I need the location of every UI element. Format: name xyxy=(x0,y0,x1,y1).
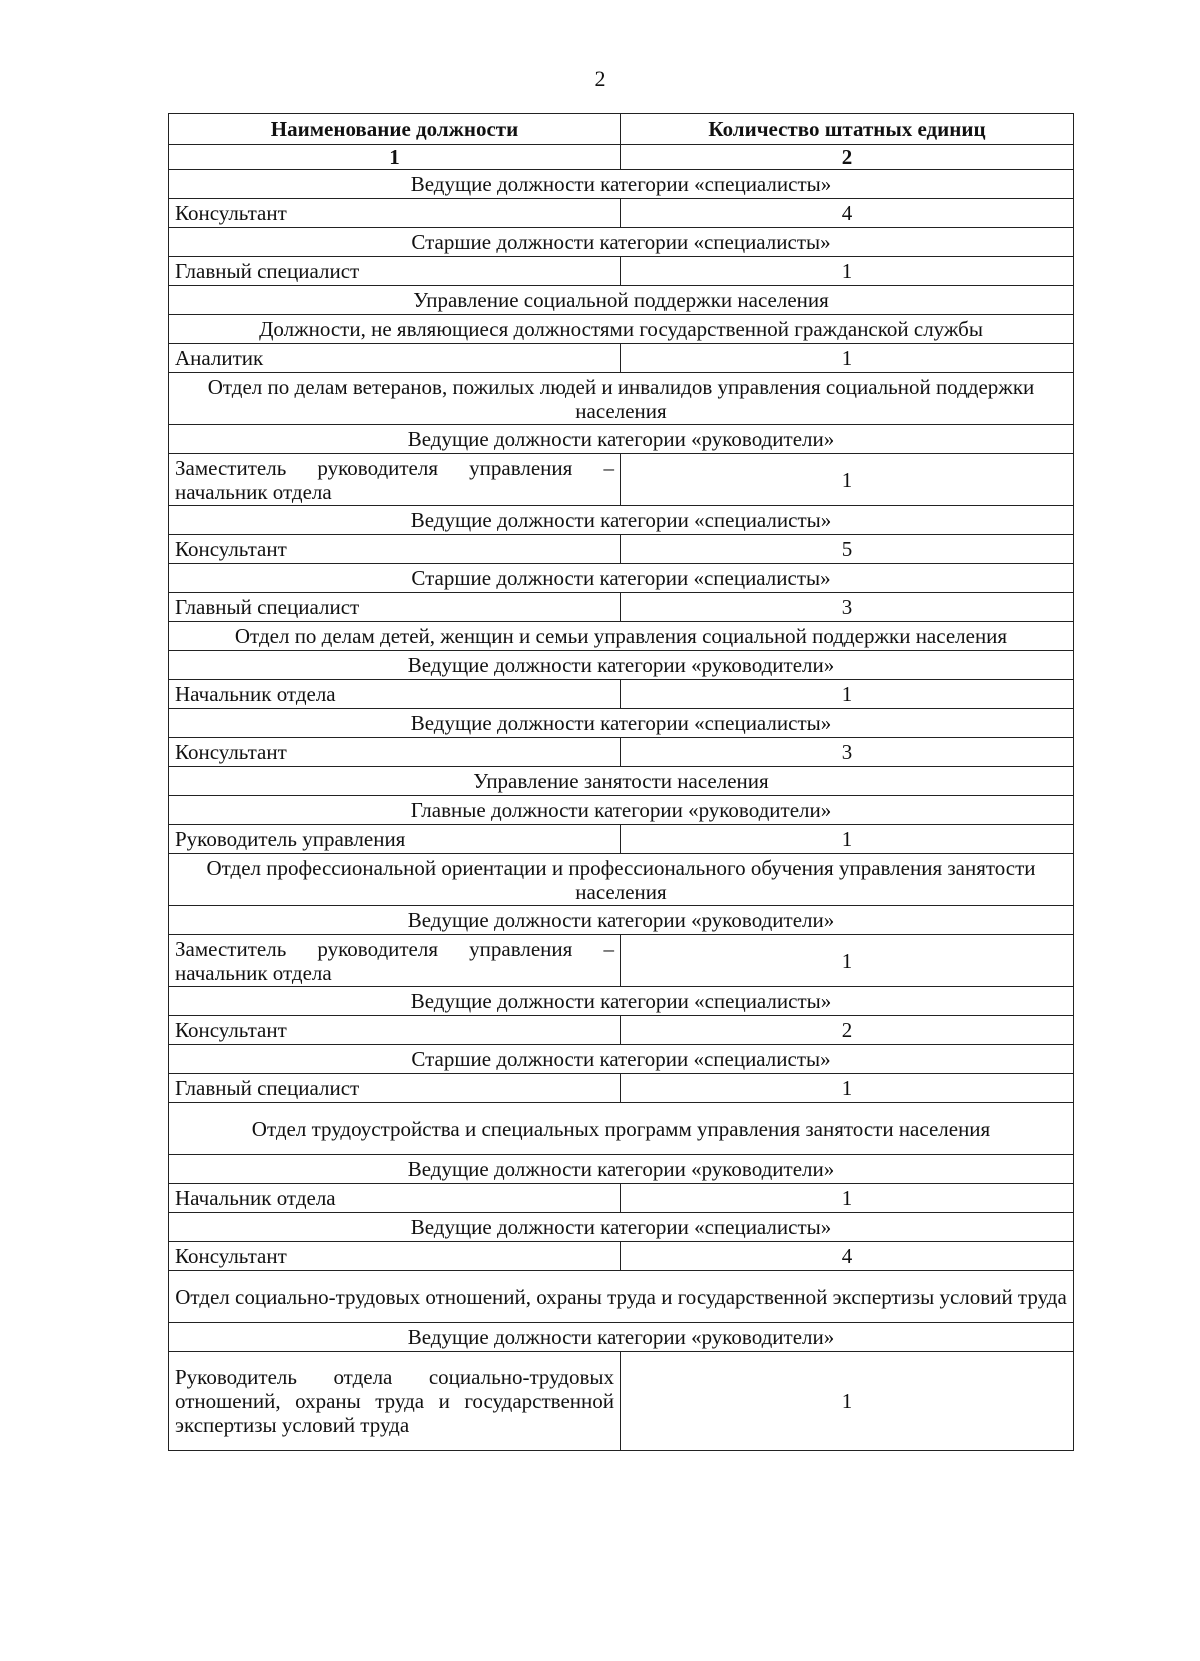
section-title: Отдел трудоустройства и специальных программ управления занятости населения xyxy=(169,1103,1074,1155)
column-number: 1 xyxy=(169,145,621,170)
column-number-row xyxy=(169,145,1074,170)
position-name: Руководитель управления xyxy=(169,825,621,854)
section-row xyxy=(169,1271,1074,1323)
table-row xyxy=(169,680,1074,709)
staff-count: 1 xyxy=(621,680,1074,709)
section-row xyxy=(169,564,1074,593)
table-row xyxy=(169,593,1074,622)
table-row xyxy=(169,1184,1074,1213)
table-row xyxy=(169,454,1074,506)
staff-count: 1 xyxy=(621,344,1074,373)
section-title: Ведущие должности категории «руководители» xyxy=(169,651,1074,680)
section-title: Отдел по делам ветеранов, пожилых людей и инвалидов управления социальной поддержки населения xyxy=(169,373,1074,425)
section-title: Главные должности категории «руководители» xyxy=(169,796,1074,825)
position-name: Консультант xyxy=(169,1242,621,1271)
header-staff-count: Количество штатных единиц xyxy=(621,114,1074,145)
section-title: Ведущие должности категории «руководители» xyxy=(169,1323,1074,1352)
section-row xyxy=(169,373,1074,425)
table-row xyxy=(169,1016,1074,1045)
section-row xyxy=(169,315,1074,344)
page-number: 2 xyxy=(594,66,606,91)
section-row xyxy=(169,425,1074,454)
section-row xyxy=(169,622,1074,651)
section-title: Ведущие должности категории «руководители» xyxy=(169,906,1074,935)
section-row xyxy=(169,767,1074,796)
position-name: Главный специалист xyxy=(169,1074,621,1103)
table-row xyxy=(169,738,1074,767)
section-row xyxy=(169,906,1074,935)
section-title: Старшие должности категории «специалисты» xyxy=(169,1045,1074,1074)
section-title: Отдел профессиональной ориентации и профессионального обучения управления занятости населения xyxy=(169,854,1074,906)
staff-count: 3 xyxy=(621,738,1074,767)
section-title: Отдел социально-трудовых отношений, охраны труда и государственной экспертизы условий труда xyxy=(169,1271,1074,1323)
staff-count: 2 xyxy=(621,1016,1074,1045)
table-row xyxy=(169,825,1074,854)
section-row xyxy=(169,228,1074,257)
position-name: Начальник отдела xyxy=(169,1184,621,1213)
table-row xyxy=(169,1242,1074,1271)
position-name: Главный специалист xyxy=(169,257,621,286)
section-title: Отдел по делам детей, женщин и семьи управления социальной поддержки населения xyxy=(169,622,1074,651)
table-row xyxy=(169,344,1074,373)
position-name: Консультант xyxy=(169,535,621,564)
section-row xyxy=(169,709,1074,738)
section-row xyxy=(169,1213,1074,1242)
staff-count: 1 xyxy=(621,825,1074,854)
section-row xyxy=(169,1103,1074,1155)
staffing-table xyxy=(168,113,1074,1451)
section-row xyxy=(169,506,1074,535)
section-row xyxy=(169,1045,1074,1074)
staff-count: 1 xyxy=(621,1074,1074,1103)
table-row xyxy=(169,935,1074,987)
section-row xyxy=(169,987,1074,1016)
section-row xyxy=(169,1155,1074,1184)
table-row xyxy=(169,1352,1074,1451)
position-name: Главный специалист xyxy=(169,593,621,622)
section-title: Старшие должности категории «специалисты» xyxy=(169,228,1074,257)
section-title: Ведущие должности категории «руководители» xyxy=(169,425,1074,454)
staff-count: 1 xyxy=(621,1352,1074,1451)
table-row xyxy=(169,535,1074,564)
section-row xyxy=(169,854,1074,906)
staff-count: 4 xyxy=(621,1242,1074,1271)
position-name: Аналитик xyxy=(169,344,621,373)
section-row xyxy=(169,651,1074,680)
table-row xyxy=(169,257,1074,286)
column-number: 2 xyxy=(621,145,1074,170)
position-name: Консультант xyxy=(169,1016,621,1045)
section-title: Ведущие должности категории «специалисты» xyxy=(169,987,1074,1016)
section-title: Ведущие должности категории «специалисты» xyxy=(169,709,1074,738)
section-title: Ведущие должности категории «специалисты» xyxy=(169,506,1074,535)
section-title: Ведущие должности категории «руководители» xyxy=(169,1155,1074,1184)
staff-count: 4 xyxy=(621,199,1074,228)
table-row xyxy=(169,1074,1074,1103)
section-title: Старшие должности категории «специалисты» xyxy=(169,564,1074,593)
position-name: Заместитель руководителя управления – начальник отдела xyxy=(169,454,621,506)
section-title: Ведущие должности категории «специалисты» xyxy=(169,170,1074,199)
section-row xyxy=(169,286,1074,315)
staff-count: 1 xyxy=(621,935,1074,987)
header-position-name: Наименование должности xyxy=(169,114,621,145)
section-title: Управление социальной поддержки населения xyxy=(169,286,1074,315)
section-title: Должности, не являющиеся должностями государственной гражданской службы xyxy=(169,315,1074,344)
section-row xyxy=(169,796,1074,825)
position-name: Консультант xyxy=(169,738,621,767)
position-name: Начальник отдела xyxy=(169,680,621,709)
staff-count: 3 xyxy=(621,593,1074,622)
staff-count: 1 xyxy=(621,454,1074,506)
position-name: Консультант xyxy=(169,199,621,228)
position-name: Руководитель отдела социально-трудовых отношений, охраны труда и государственной экспертизы условий труда xyxy=(169,1352,621,1451)
position-name: Заместитель руководителя управления – начальник отдела xyxy=(169,935,621,987)
staff-count: 1 xyxy=(621,257,1074,286)
staff-count: 5 xyxy=(621,535,1074,564)
table-header-row xyxy=(169,114,1074,145)
section-row xyxy=(169,170,1074,199)
staff-count: 1 xyxy=(621,1184,1074,1213)
section-title: Ведущие должности категории «специалисты» xyxy=(169,1213,1074,1242)
section-row xyxy=(169,1323,1074,1352)
section-title: Управление занятости населения xyxy=(169,767,1074,796)
table-row xyxy=(169,199,1074,228)
